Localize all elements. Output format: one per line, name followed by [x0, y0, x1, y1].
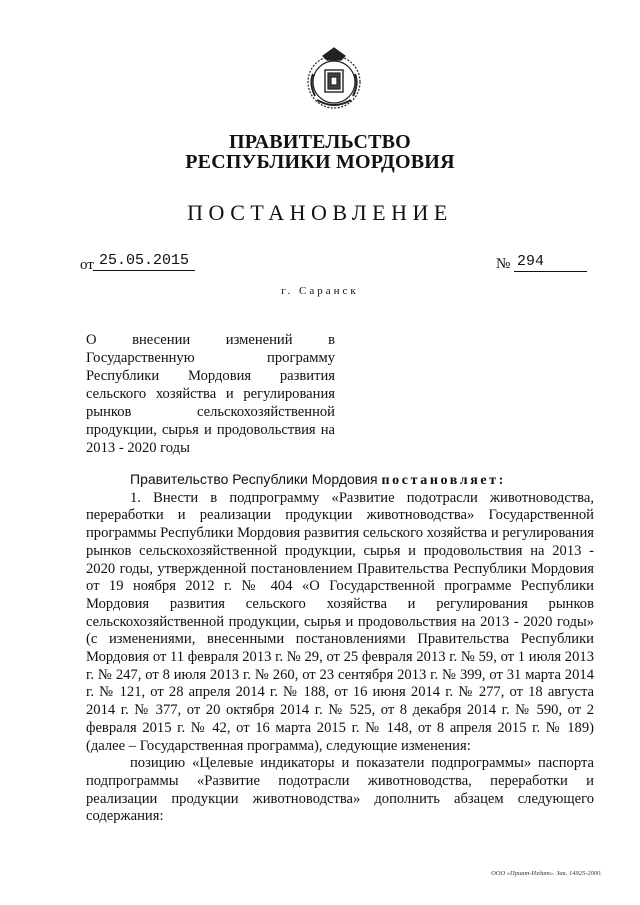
paragraph-2: позицию «Целевые индикаторы и показатели подпрограммы» паспорта подпрограммы «Развитие подотрасли животноводства, переработки и реализации продукции животноводства» дополнить абзацем следующего содержания:: [86, 755, 594, 825]
intro-emphasis: постановляет:: [381, 473, 506, 488]
government-title-line2: РЕСПУБЛИКИ МОРДОВИЯ: [185, 151, 455, 173]
document-subject: О внесении изменений в Государственную программу Республики Мордовия развития сельского хозяйства и регулирования рынков сельскохозяйственной продукции, сырья и продовольствия на 2013 - 2020 годы: [86, 332, 335, 456]
intro-paragraph: [86, 471, 594, 490]
document-body: [86, 471, 594, 826]
government-title-line1: ПРАВИТЕЛЬСТВО: [229, 131, 411, 153]
document-date: 25.05.2015: [93, 252, 195, 271]
printer-footer: ООО «Принт-Издат». Зак. 14925-2000.: [491, 870, 602, 877]
number-prefix: №: [496, 256, 511, 272]
document-type-heading: ПОСТАНОВЛЕНИЕ: [187, 200, 453, 225]
document-number: 294: [514, 253, 587, 272]
paragraph-1: 1. Внести в подпрограмму «Развитие подотрасли животноводства, переработки и реализации продукции животноводства» Государственной программы Республики Мордовия развития сельского хозяйства и регулирования рынков сельскохозяйственной продукции, сырья и продовольствия на 2013 - 2020 годы, утвержденной постановлением Правительства Республики Мордовия от 19 ноября 2012 г. № 404 «О Государственной программе Республики Мордовия развития сельского хозяйства и регулирования рынков сельскохозяйственной продукции, сырья и продовольствия на 2013 - 2020 годы» (с изменениями, внесенными постановлениями Правительства Республики Мордовия от 11 февраля 2013 г. № 29, от 25 февраля 2013 г. № 59, от 1 июля 2013 г. № 247, от 8 июля 2013 г. № 260, от 23 сентября 2013 г. № 399, от 31 марта 2014 г. № 121, от 28 апреля 2014 г. № 188, от 16 июня 2014 г. № 277, от 18 августа 2014 г. № 377, от 20 октября 2014 г. № 525, от 8 декабря 2014 г. № 590, от 2 февраля 2015 г. № 42, от 16 марта 2015 г. № 148, от 8 апреля 2015 г. № 189) (далее – Государственная программа), следующие изменения:: [86, 489, 594, 754]
city-line: г. Саранск: [281, 285, 359, 297]
date-prefix: от: [80, 257, 94, 273]
coat-of-arms-emblem: [303, 44, 365, 114]
intro-text: Правительство Республики Мордовия: [130, 471, 378, 487]
